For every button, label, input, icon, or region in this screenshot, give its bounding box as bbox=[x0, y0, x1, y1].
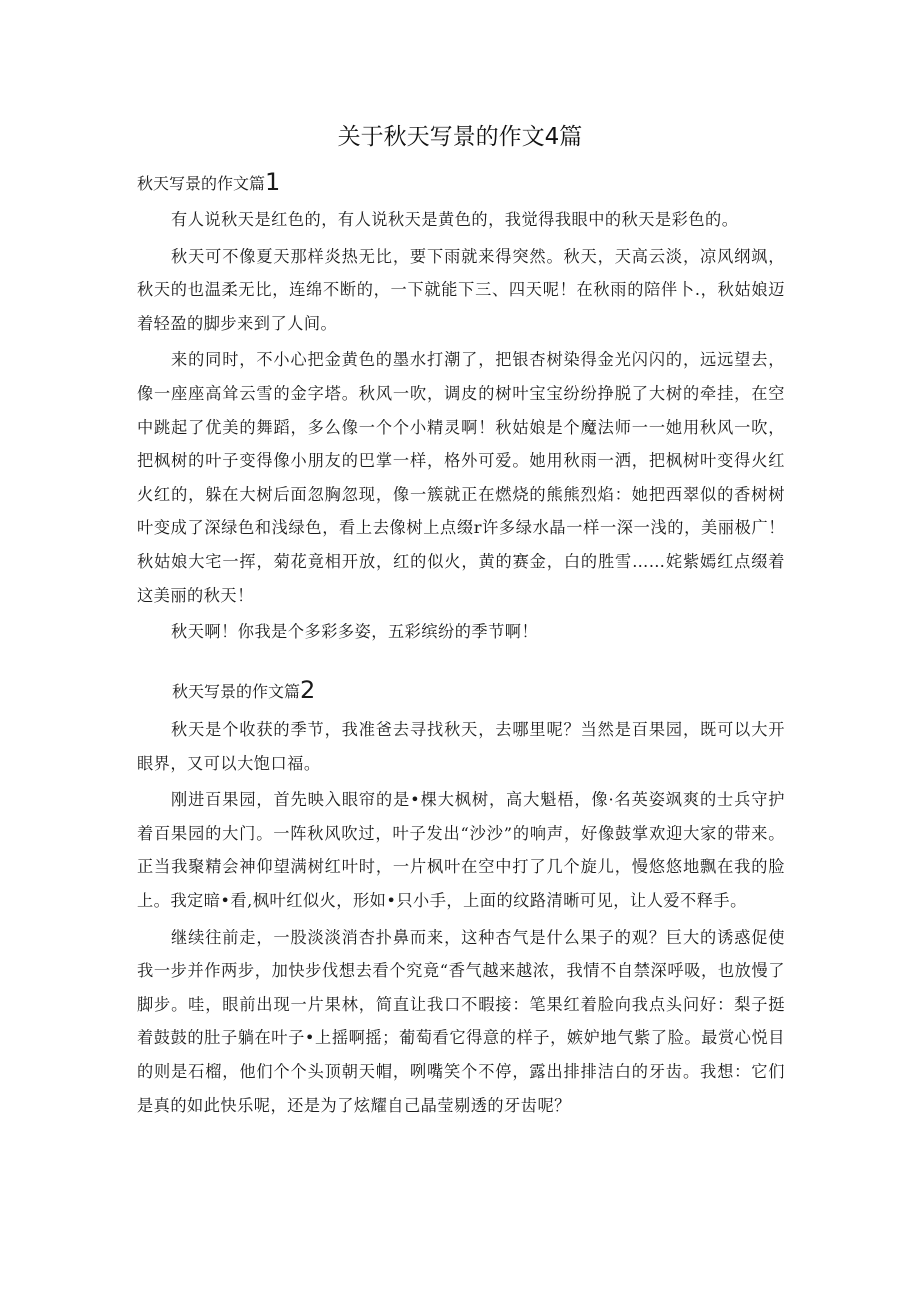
section-body-2 bbox=[137, 713, 785, 1125]
section-heading-2 bbox=[172, 676, 315, 706]
section-heading-number: 2 bbox=[300, 676, 316, 704]
paragraph: 刚进百果园，首先映入眼帘的是•棵大枫树，高大魁梧，像·名英姿飒爽的士兵守护着百果园的大门。一阵秋风吹过，叶子发出“沙沙”的响声，好像鼓掌欢迎大家的带来。正当我聚精会神仰望满树红叶时，一片枫叶在空中打了几个旋儿，慢悠悠地飘在我的脸上。我定暗•看,枫叶红似火，形如•只小手，上面的纹路清晰可见，让人爱不释手。 bbox=[137, 790, 785, 910]
paragraph: 有人说秋天是红色的，有人说秋天是黄色的，我觉得我眼中的秋天是彩色的。 bbox=[171, 210, 739, 229]
section-body-1 bbox=[137, 203, 785, 652]
section-heading-number: 1 bbox=[265, 168, 281, 196]
document-title: 关于秋天写景的作文4篇 bbox=[337, 124, 583, 150]
paragraph: 秋天是个收获的季节，我准爸去寻找秋天，去哪里呢？当然是百果园，既可以大开眼界，又可以大饱口福。 bbox=[137, 720, 785, 773]
paragraph: 秋天啊！你我是个多彩多姿，五彩缤纷的季节啊！ bbox=[171, 622, 539, 642]
section-heading-text: 秋天写景的作文篇 bbox=[137, 174, 266, 193]
paragraph: 来的同时，不小心把金黄色的墨水打潮了，把银杏树染得金光闪闪的，远远望去，像一座座高耸云雪的金字塔。秋风一吹，调皮的树叶宝宝纷纷挣脱了大树的牵挂，在空中跳起了优美的舞蹈，多么像一个个小精灵啊！秋姑娘是个魔法师一一她用秋风一吹，把枫树的叶子变得像小朋友的巴掌一样，格外可爱。她用秋雨一洒，把枫树叶变得火红火红的，躲在大树后面忽胸忽现，像一簇就正在燃烧的熊熊烈焰：她把西翠似的香树树叶变成了深绿色和浅绿色，看上去像树上点缀r许多绿水晶一样一深一浅的，美丽极广！秋姑娘大宅一挥，菊花竟相开放，红的似火，黄的赛金，白的胜雪……姹紫嫣红点缀着这美丽的秋天！ bbox=[137, 350, 785, 605]
paragraph: 秋天可不像夏天那样炎热无比，要下雨就来得突然。秋天，天高云淡，凉风纲飒，秋天的也温柔无比，连绵不断的，一下就能下三、四天呢！在秋雨的陪伴卜.，秋姑娘迈着轻盈的脚步来到了人间。 bbox=[137, 246, 785, 333]
section-heading-text: 秋天写景的作文篇 bbox=[172, 682, 301, 701]
paragraph: 继续往前走，一股淡淡消杏扑鼻而来，这种杏气是什么果子的观？巨大的诱惑促使我一步并作两步，加快步伐想去看个究竟“香气越来越浓，我情不自禁深呼吸，也放慢了脚步。哇，眼前出现一片果林，简直让我口不暇接：笔果红着脸向我点头问好：梨子挺着鼓鼓的肚子躺在叶子•上摇啊摇；葡萄看它得意的样子，嫉妒地气紫了脸。最赏心悦目的则是石榴，他们个个头顶朝天帽，咧嘴笑个不停，露出排排洁白的牙齿。我想：它们是真的如此快乐呢，还是为了炫耀自己晶莹剔透的牙齿呢？ bbox=[137, 927, 785, 1115]
section-heading-1 bbox=[137, 168, 280, 198]
